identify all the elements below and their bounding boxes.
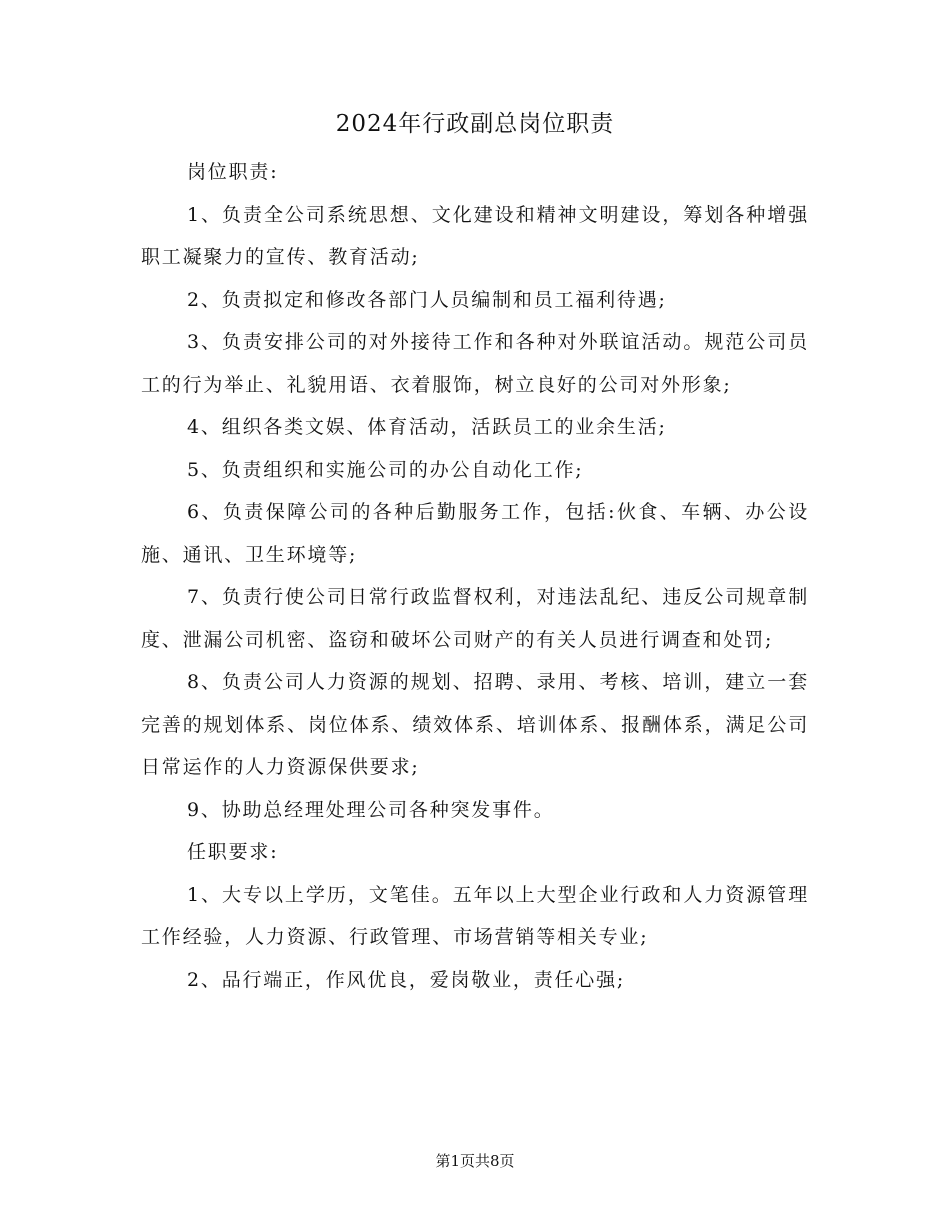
requirement-item-2: 2、品行端正，作风优良，爱岗敬业，责任心强; <box>187 968 626 991</box>
requirement-item-1: 1、大专以上学历，文笔佳。五年以上大型企业行政和人力资源管理工作经验，人力资源、行政管理、市场营销等相关专业; <box>141 883 809 948</box>
duty-item-8: 8、负责公司人力资源的规划、招聘、录用、考核、培训，建立一套完善的规划体系、岗位体系、绩效体系、培训体系、报酬体系，满足公司日常运作的人力资源保供要求; <box>141 671 809 778</box>
duty-item-6: 6、负责保障公司的各种后勤服务工作，包括:伙食、车辆、办公设施、通讯、卫生环境等; <box>141 501 809 566</box>
duty-item-3: 3、负责安排公司的对外接待工作和各种对外联谊活动。规范公司员工的行为举止、礼貌用语、衣着服饰，树立良好的公司对外形象; <box>141 331 809 396</box>
duty-item-7: 7、负责行使公司日常行政监督权利，对违法乱纪、违反公司规章制度、泄漏公司机密、盗窃和破坏公司财产的有关人员进行调查和处罚; <box>141 586 809 651</box>
duty-item-9: 9、协助总经理处理公司各种突发事件。 <box>187 798 555 821</box>
page-title: 2024年行政副总岗位职责 <box>335 111 615 137</box>
duty-item-4: 4、组织各类文娱、体育活动，活跃员工的业余生活; <box>187 416 667 438</box>
page-footer: 第1页共8页 <box>435 1152 515 1170</box>
duty-item-1: 1、负责全公司系统思想、文化建设和精神文明建设，筹划各种增强职工凝聚力的宣传、教育活动; <box>141 203 809 268</box>
document-body <box>141 151 809 1001</box>
section-heading-requirements: 任职要求: <box>187 841 279 863</box>
duty-item-5: 5、负责组织和实施公司的办公自动化工作; <box>187 458 584 481</box>
duty-item-2: 2、负责拟定和修改各部门人员编制和员工福利待遇; <box>187 288 667 311</box>
section-heading-duties: 岗位职责: <box>187 161 279 183</box>
